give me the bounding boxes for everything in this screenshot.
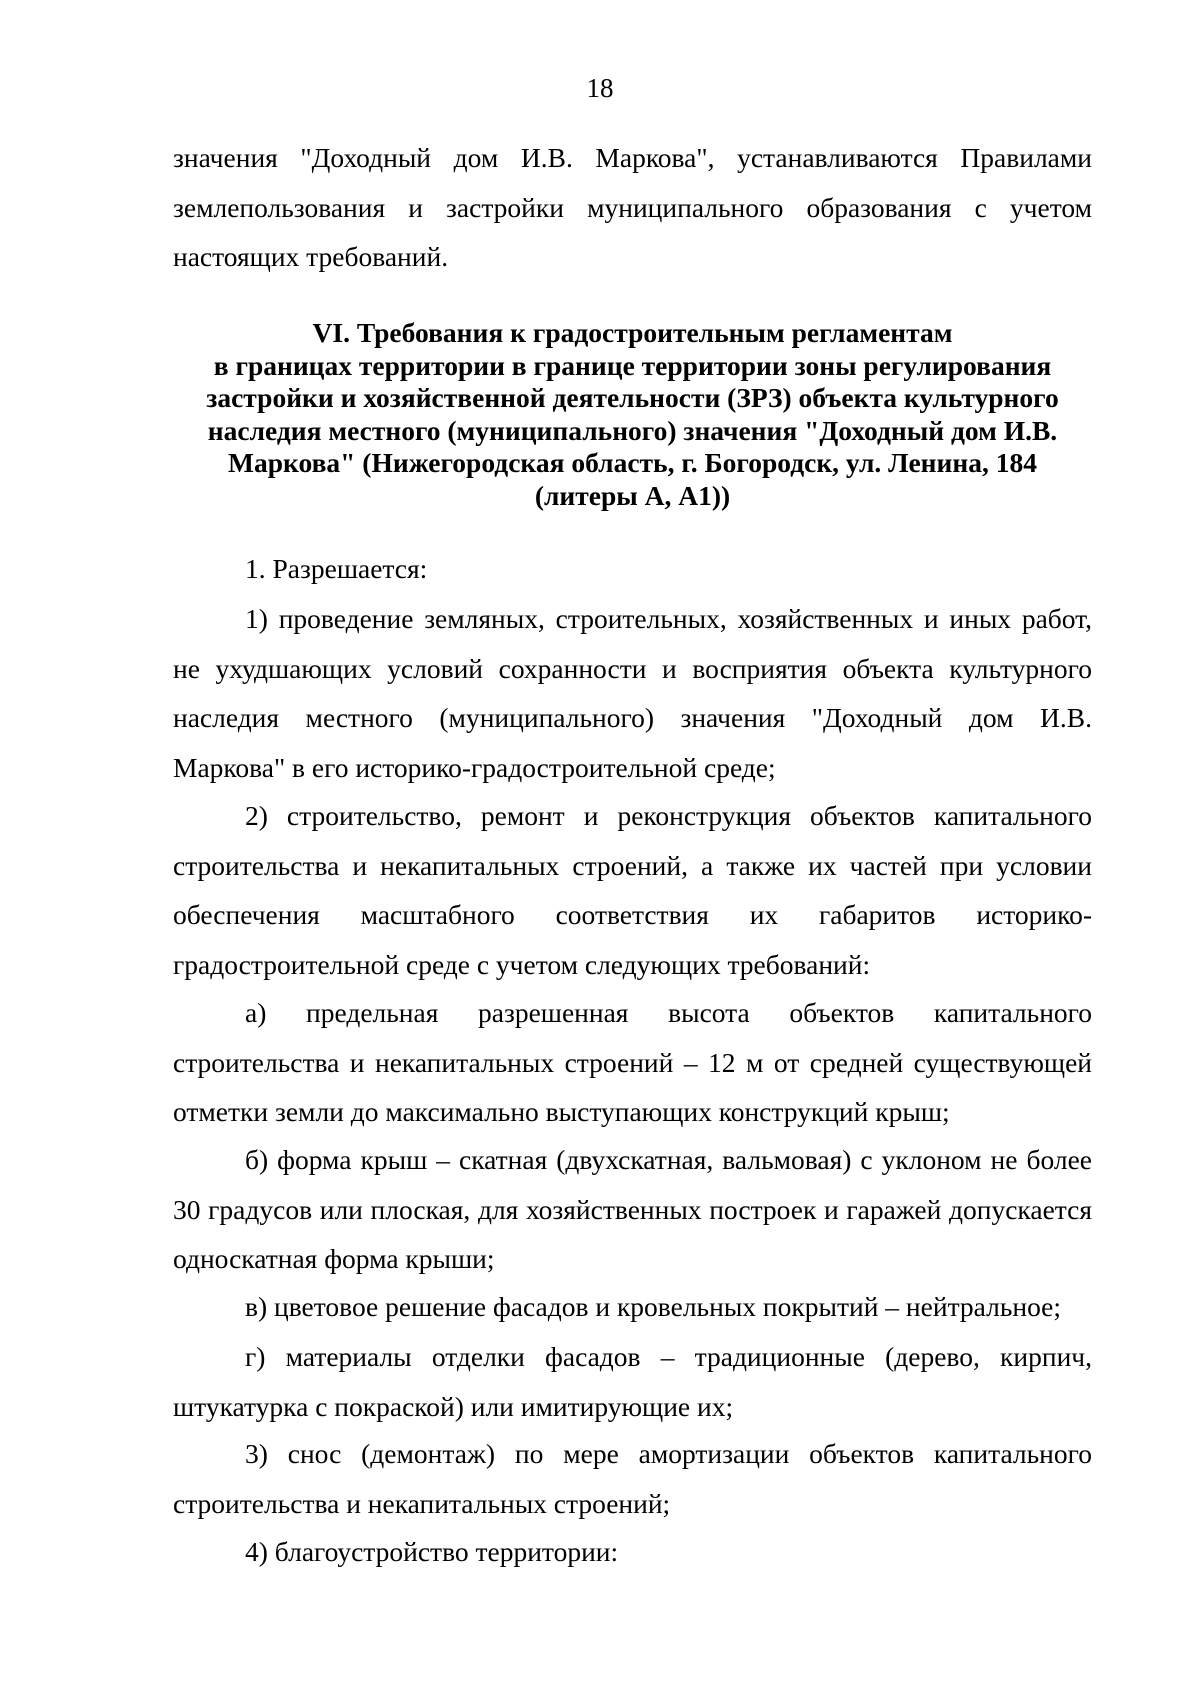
heading-line: (литеры А, А1)) <box>534 479 731 511</box>
intro-paragraph: значения "Доходный дом И.В. Маркова", устанавливаются Правилами землепользования и застройки муниципального образования с учетом настоящих требований. <box>173 142 1092 272</box>
section-heading <box>173 317 1092 512</box>
paragraph-item-2: 2) строительство, ремонт и реконструкция объектов капитального строительства и некапитальных строений, а также их частей при условии обеспечения масштабного соответствия их габаритов историко-градостроительной среде с учетом следующих требований: <box>173 800 1092 980</box>
heading-line: в границах территории в границе территории зоны регулирования <box>213 349 1052 381</box>
paragraph-item-3: 3) снос (демонтаж) по мере амортизации объектов капитального строительства и некапитальных строений; <box>173 1438 1092 1519</box>
heading-line: застройки и хозяйственной деятельности (ЗРЗ) объекта культурного <box>206 382 1059 413</box>
paragraph-item-2a: а) предельная разрешенная высота объектов капитального строительства и некапитальных строений – 12 м от средней существующей отметки земли до максимально выступающих конструкций крыш; <box>173 997 1092 1127</box>
paragraph-allowed: 1. Разрешается: <box>245 553 428 584</box>
paragraph-item-2b: б) форма крыш – скатная (двухскатная, вальмовая) с уклоном не более 30 градусов или плоская, для хозяйственных построек и гаражей допускается односкатная форма крыши; <box>173 1144 1092 1274</box>
heading-line: VI. Требования к градостроительным регламентам <box>312 317 953 348</box>
paragraph-item-2v: в) цветовое решение фасадов и кровельных покрытий – нейтральное; <box>245 1291 1062 1322</box>
page-number: 18 <box>586 73 614 103</box>
paragraph-item-4: 4) благоустройство территории: <box>245 1536 619 1567</box>
paragraph-item-1: 1) проведение земляных, строительных, хозяйственных и иных работ, не ухудшающих условий сохранности и восприятия объекта культурного наследия местного (муниципального) значения "Доходный дом И.В. Маркова" в его историко-градостроительной среде; <box>173 603 1092 783</box>
heading-line: Маркова" (Нижегородская область, г. Богородск, ул. Ленина, 184 <box>228 447 1037 478</box>
heading-line: наследия местного (муниципального) значения "Доходный дом И.В. <box>207 414 1058 446</box>
paragraph-item-2g: г) материалы отделки фасадов – традиционные (дерево, кирпич, штукатурка с покраской) или имитирующие их; <box>173 1341 1092 1422</box>
